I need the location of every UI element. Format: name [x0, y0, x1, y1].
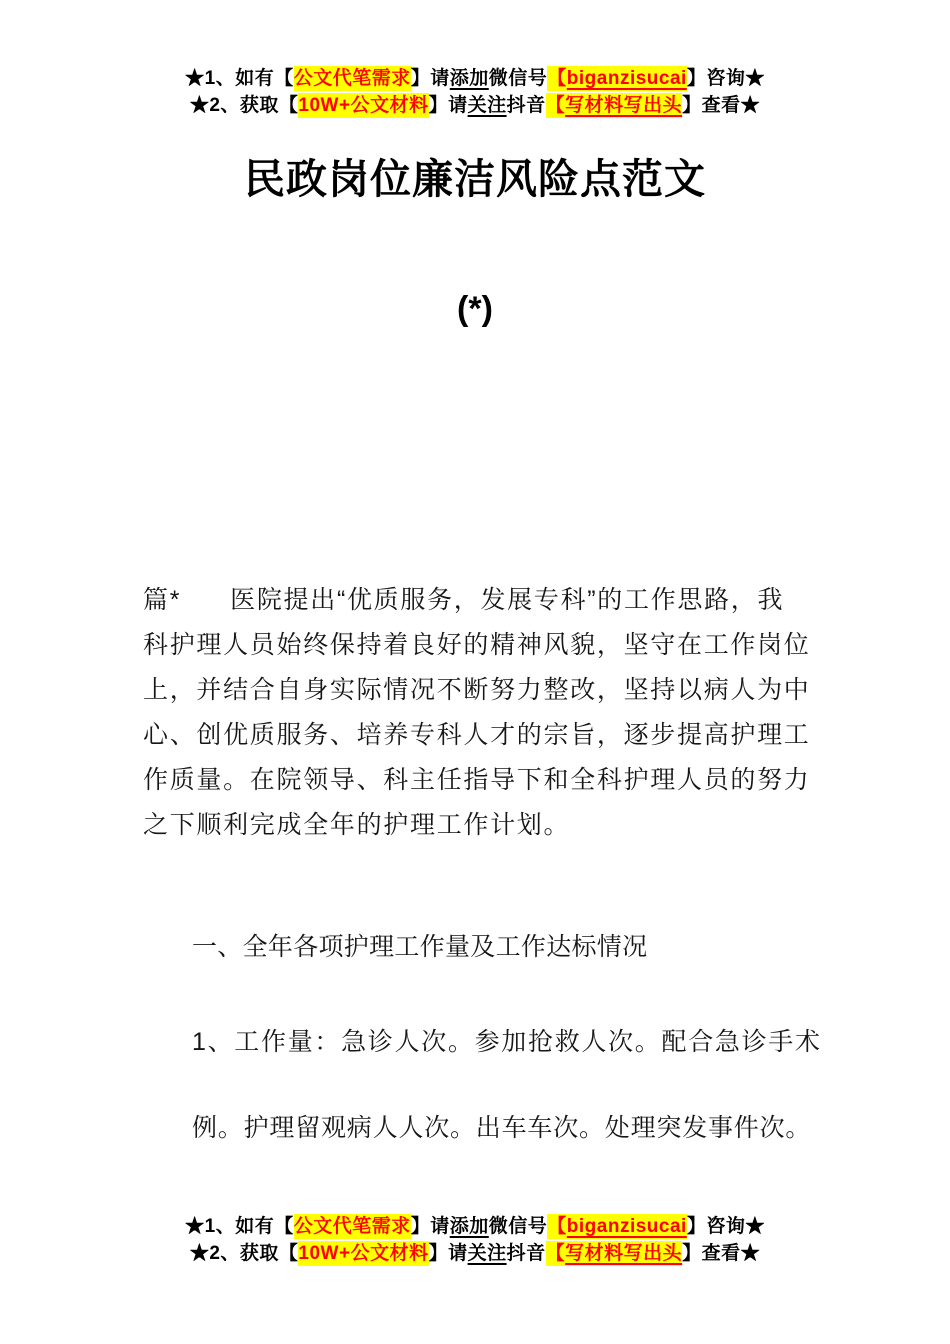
footer-promo	[0, 1213, 950, 1267]
section-heading: 一、全年各项护理工作量及工作达标情况	[192, 933, 648, 961]
body-line: 作质量。在院领导、科主任指导下和全科护理人员的努力	[143, 766, 811, 794]
promo-underline: 添加	[449, 68, 489, 89]
promo-underline: 关注	[467, 95, 507, 116]
header-promo-line-1	[0, 65, 950, 92]
promo-douyin-id: 写材料写出头	[565, 1243, 683, 1264]
promo-text: 】请	[428, 1243, 468, 1264]
header-promo-line-2	[0, 92, 950, 119]
promo-highlight: 【	[545, 1243, 566, 1264]
workload-line-1: 1、工作量：急诊人次。参加抢救人次。配合急诊手术	[192, 1028, 822, 1056]
body-line: 之下顺利完成全年的护理工作计划。	[143, 811, 571, 839]
paragraph-lead: 篇*	[143, 586, 182, 614]
promo-text: 抖音	[506, 1243, 546, 1264]
promo-wechat-id: biganzisucai	[566, 1216, 687, 1237]
promo-underline: 添加	[449, 1216, 489, 1237]
promo-wechat-id: biganzisucai	[566, 68, 687, 89]
promo-highlight: 公文代笔需求	[293, 1216, 411, 1237]
promo-text: 】请	[410, 68, 450, 89]
body-line-text: 医院提出“优质服务，发展专科”的工作思路，我	[230, 586, 785, 614]
promo-text: 】查看★	[682, 95, 761, 116]
promo-text: 】咨询★	[686, 68, 765, 89]
promo-highlight: 【	[547, 1216, 567, 1237]
promo-text: 】咨询★	[686, 1216, 765, 1237]
promo-douyin-id: 写材料写出头	[565, 95, 683, 116]
promo-text: ★2、获取【	[189, 1243, 299, 1264]
promo-highlight: 【	[545, 95, 566, 116]
subtitle-placeholder: (*)	[457, 290, 493, 328]
promo-highlight: 10W+公文材料	[298, 1243, 429, 1264]
promo-highlight: 公文代笔需求	[293, 68, 411, 89]
header-promo	[0, 65, 950, 119]
body-paragraph	[143, 578, 863, 848]
body-line: 科护理人员始终保持着良好的精神风貌，坚守在工作岗位	[143, 631, 811, 659]
body-line: 上，并结合自身实际情况不断努力整改，坚持以病人为中	[143, 676, 811, 704]
body-line: 心、创优质服务、培养专科人才的宗旨，逐步提高护理工	[143, 721, 811, 749]
promo-text: ★1、如有【	[185, 68, 294, 89]
promo-highlight: 【	[547, 68, 567, 89]
body-line	[143, 578, 863, 623]
promo-text: ★2、获取【	[189, 95, 299, 116]
promo-text: 】请	[428, 95, 468, 116]
promo-underline: 关注	[467, 1243, 507, 1264]
promo-text: 抖音	[506, 95, 546, 116]
footer-promo-line-1	[0, 1213, 950, 1240]
promo-highlight: 10W+公文材料	[298, 95, 429, 116]
promo-text: 】请	[410, 1216, 450, 1237]
promo-text: 】查看★	[682, 1243, 761, 1264]
promo-text: ★1、如有【	[185, 1216, 294, 1237]
page-title: 民政岗位廉洁风险点范文	[244, 156, 706, 202]
promo-text: 微信号	[488, 68, 548, 89]
promo-text: 微信号	[488, 1216, 548, 1237]
footer-promo-line-2	[0, 1240, 950, 1267]
workload-line-2: 例。护理留观病人人次。出车车次。处理突发事件次。	[192, 1114, 812, 1142]
